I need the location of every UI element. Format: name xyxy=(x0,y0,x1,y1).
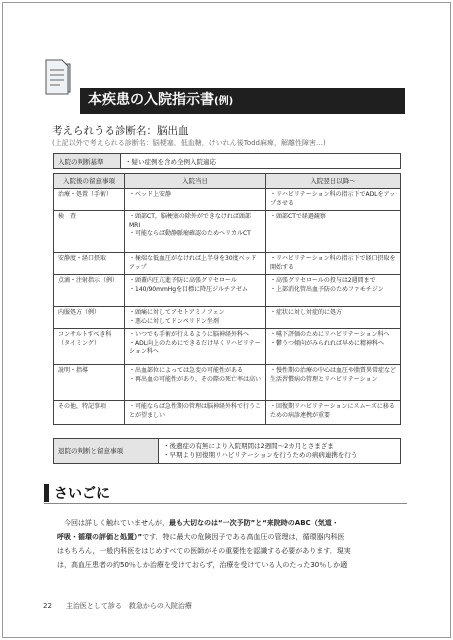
diagnosis-heading: 考えられうる診断名：脳出血 xyxy=(52,125,189,137)
table-cell: ・出血部位によっては急変の可能性がある ・再出血の可能性があり，その際の死亡率は高い xyxy=(125,365,266,401)
table-cell: ・いつでも手術が行えるように脳神経外科へ ・ADL向上のためにできるだけ早くリハビリテーション科へ xyxy=(125,329,266,365)
paragraph-line: はもちろん，一般内科医をはじめすべての医師がその重要性を認識する必要があります．現実 xyxy=(57,547,351,555)
closing-heading: さいごに xyxy=(54,486,110,502)
table-cell: ・極端な低血圧がなければ上半身を30度ベッドアップ xyxy=(125,253,266,275)
table-row xyxy=(54,401,401,425)
discharge-label: 退院の判断と留意事項 xyxy=(54,439,159,464)
footer-text: 主治医として診る 救急からの入院治療 xyxy=(65,602,192,610)
table-cell: ・慢性期の治療の中心は血圧や脂質異常症など生活習慣病の管理とリハビリテーション xyxy=(266,365,401,401)
page-title-main: 本疾患の入院指示書 xyxy=(88,92,214,108)
table-cell: ・可能ならば急性期の管理は脳神経外科で行うことが望ましい xyxy=(125,401,266,425)
paragraph-line xyxy=(57,516,403,530)
paragraph-text: 今回は詳しく触れていませんが， xyxy=(64,519,169,527)
discharge-line: ・早期より回復期リハビリテーションを行うための病病連携を行う xyxy=(163,451,358,459)
table-cell: 点滴・注射指示（例） xyxy=(54,275,125,307)
table-cell: ・リハビリテーション科の指示下でADLをアップさせる xyxy=(266,189,401,211)
page-footer xyxy=(43,601,192,611)
table-cell: ・高張グリセロールの投与は2週間まで ・上部消化管出血予防のためファモチジン xyxy=(266,275,401,307)
diagnosis-note: (上記以外で考えられる診断名：脳梗塞，低血糖，けいれん後Todd麻痺，解離性障害…) xyxy=(52,139,326,147)
criteria-value: ・疑い症例を含め全例入院適応 xyxy=(121,154,401,169)
table-cell: ・ベッド上安静 xyxy=(125,189,266,211)
closing-paragraph xyxy=(57,516,403,572)
title-underline xyxy=(80,112,405,114)
table-row xyxy=(54,253,401,275)
table-row xyxy=(54,275,401,307)
table-cell: ・頭部CTで経過観察 xyxy=(266,211,401,253)
table-cell: ・頭部CT，脳梗塞の除外ができなければ頭部MRI ・可能ならば動静脈瘤確認のためヘリカルCT xyxy=(125,211,266,253)
table-cell: 内服処方（例） xyxy=(54,307,125,329)
discharge-line: ・後遺症の有無により入院期間は2週間〜2カ月とさまざま xyxy=(163,442,334,450)
paragraph-line xyxy=(57,530,403,544)
table-cell: ・リハビリテーション科の指示下で経口摂取を開始する xyxy=(266,253,401,275)
criteria-label: 入院の判断基準 xyxy=(54,154,121,169)
table-row xyxy=(54,189,401,211)
criteria-table xyxy=(53,153,401,169)
paragraph-line: は，高血圧患者の約50％しか治療を受けておらず，治療を受けている人のたった30％しか適 xyxy=(57,561,348,569)
table-cell: ・頭蓋内圧亢進予防に高張グリセロール ・140/90mmHgを目標に降圧ジルチアゼム xyxy=(125,275,266,307)
table-row xyxy=(54,307,401,329)
discharge-content xyxy=(159,439,401,464)
page-number: 22 xyxy=(43,602,52,610)
section-marker xyxy=(44,484,49,502)
table-row xyxy=(54,329,401,365)
table-row xyxy=(54,211,401,253)
table-cell: ・嚥下評価のためにリハビリテーション科へ ・鬱うつ傾向がみられれば早めに精神科へ xyxy=(266,329,401,365)
orders-header: 入院後の留意事項 xyxy=(54,174,125,189)
table-cell: コンサルトすべき科 （タイミング） xyxy=(54,329,125,365)
page-title xyxy=(80,88,405,112)
page-title-suffix: (例) xyxy=(214,96,234,107)
table-row xyxy=(54,365,401,401)
orders-header: 入院当日 xyxy=(125,174,266,189)
table-cell: 治療・処置（手術） xyxy=(54,189,125,211)
table-cell: その他，特記事項 xyxy=(54,401,125,425)
table-cell: ・症状に対し対症的に処方 xyxy=(266,307,401,329)
paragraph-text: です．特に最大の危険因子である高血圧の管理は，循環器内科医 xyxy=(142,533,345,541)
paragraph-emphasis: 呼吸・循環の評価と処置）” xyxy=(57,533,143,541)
table-cell: ・回復期リハビリテーションにスムーズに移るための病診連携が重要 xyxy=(266,401,401,425)
table-cell: 安静度・経口摂取 xyxy=(54,253,125,275)
orders-table xyxy=(53,173,401,425)
section-divider xyxy=(44,503,407,504)
orders-header: 入院翌日以降〜 xyxy=(266,174,401,189)
document-icon xyxy=(44,58,74,98)
table-cell: ・頭痛に対してアセトアミノフェン ・悪心に対してドンペリドン坐剤 xyxy=(125,307,266,329)
paragraph-emphasis: 最も大切なのは“一次予防”と“来院時のABC（気道・ xyxy=(169,519,339,527)
discharge-table xyxy=(53,438,401,464)
table-cell: 検 査 xyxy=(54,211,125,253)
table-cell: 説明・指導 xyxy=(54,365,125,401)
